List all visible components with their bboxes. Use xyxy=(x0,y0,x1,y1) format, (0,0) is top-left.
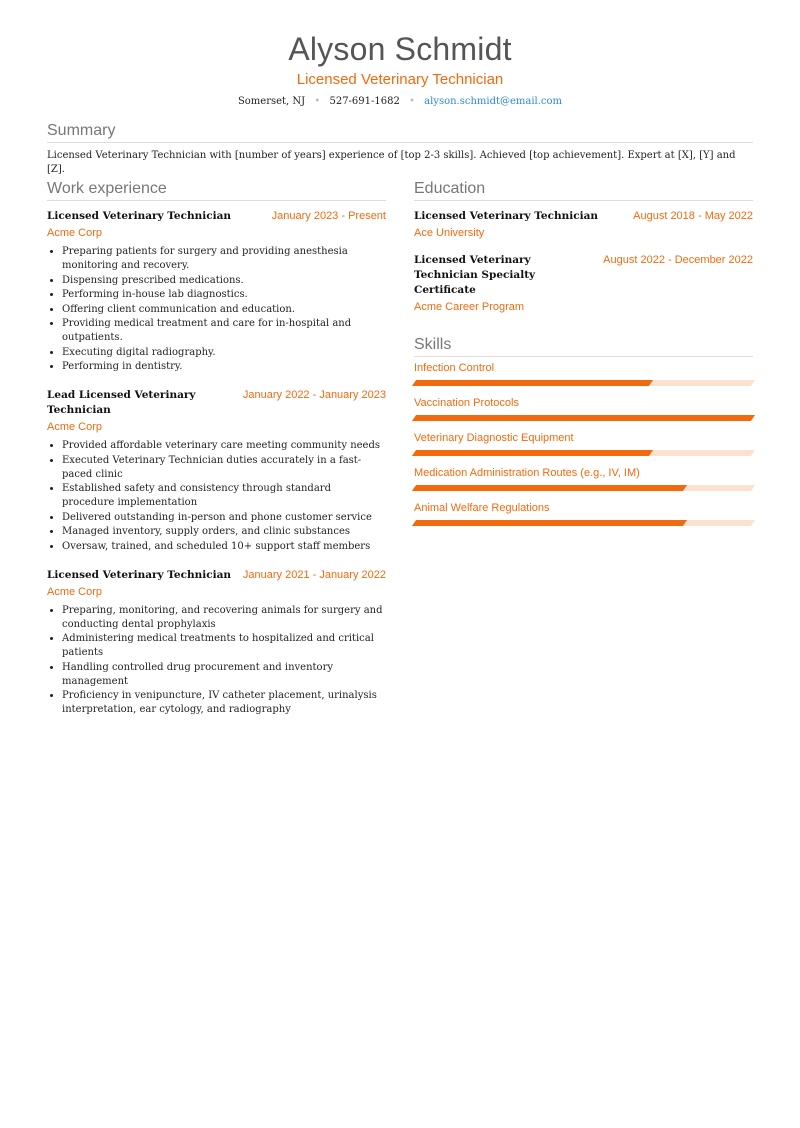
education-section xyxy=(414,179,753,315)
bullet-item: • Handling controlled drug procurement and inventory management xyxy=(62,661,386,689)
right-column xyxy=(414,179,753,534)
experience-entry xyxy=(47,568,386,718)
bullet-item: • Preparing patients for surgery and providing anesthesia monitoring and recovery. xyxy=(62,245,386,273)
candidate-title: Licensed Veterinary Technician xyxy=(296,71,504,88)
summary-text: Licensed Veterinary Technician with [number of years] experience of [top 2-3 skills]. Achieved [top achievement]. Expert at [X], [Y] and [Z]. xyxy=(47,150,736,175)
skill-fill xyxy=(412,450,653,456)
bullet-list xyxy=(47,604,386,718)
entry-role: Licensed Veterinary Technician xyxy=(414,210,599,222)
entry-organization: Acme Corp xyxy=(47,585,103,598)
summary-section xyxy=(47,121,753,177)
bullet-item: • Performing in-house lab diagnostics. xyxy=(62,288,386,302)
entry-dates: August 2018 - May 2022 xyxy=(633,210,753,222)
resume-header xyxy=(0,0,800,110)
candidate-name: Alyson Schmidt xyxy=(288,31,512,67)
education-entry xyxy=(414,209,753,241)
bullet-item: • Proficiency in venipuncture, IV catheter placement, urinalysis interpretation, ear cytology, and radiography xyxy=(62,689,386,717)
contact-line xyxy=(0,94,800,110)
skills-section xyxy=(414,335,753,526)
separator-dot: • xyxy=(409,96,415,107)
entry-dates: January 2023 - Present xyxy=(271,210,386,222)
skill-item xyxy=(414,499,753,526)
skill-level-bar xyxy=(414,380,753,386)
skill-name: Veterinary Diagnostic Equipment xyxy=(414,432,574,444)
bullet-item: • Offering client communication and education. xyxy=(62,303,386,317)
experience-entry xyxy=(47,209,386,374)
entry-organization: Acme Career Program xyxy=(414,301,525,313)
bullet-item: • Performing in dentistry. xyxy=(62,360,386,374)
phone-text: 527-691-1682 xyxy=(329,96,400,107)
location-text: Somerset, NJ xyxy=(237,96,306,107)
summary-heading: Summary xyxy=(47,121,753,143)
skill-name: Medication Administration Routes (e.g., IV, IM) xyxy=(414,467,640,479)
bullet-item: • Oversaw, trained, and scheduled 10+ support staff members xyxy=(62,540,386,554)
bullet-item: • Established safety and consistency through standard procedure implementation xyxy=(62,482,386,510)
bullet-list xyxy=(47,439,386,554)
skill-item xyxy=(414,429,753,456)
skill-fill xyxy=(412,485,687,491)
entry-dates: August 2022 - December 2022 xyxy=(603,254,753,266)
entry-role: Licensed Veterinary Technician Specialty Certificate xyxy=(414,254,536,296)
skill-level-bar xyxy=(414,415,753,421)
entry-organization: Ace University xyxy=(414,227,485,239)
entry-organization: Acme Corp xyxy=(47,227,103,239)
bullet-item: • Delivered outstanding in-person and phone customer service xyxy=(62,511,386,525)
bullet-list xyxy=(47,245,386,374)
skill-level-bar xyxy=(414,485,753,491)
skill-name: Infection Control xyxy=(414,362,495,374)
bullet-item: • Dispensing prescribed medications. xyxy=(62,274,386,288)
bullet-item: • Providing medical treatment and care for in-hospital and outpatients. xyxy=(62,317,386,345)
skill-fill xyxy=(412,520,687,526)
separator-dot: • xyxy=(314,96,321,107)
entry-role: Licensed Veterinary Technician xyxy=(47,210,232,222)
skill-fill xyxy=(412,380,653,386)
education-heading: Education xyxy=(414,179,753,201)
skill-name: Animal Welfare Regulations xyxy=(414,502,550,514)
skill-level-bar xyxy=(414,520,753,526)
bullet-item: • Administering medical treatments to hospitalized and critical patients xyxy=(62,632,386,660)
skill-name: Vaccination Protocols xyxy=(414,397,519,409)
bullet-item: • Preparing, monitoring, and recovering animals for surgery and conducting dental prophylaxis xyxy=(62,604,386,632)
skill-item xyxy=(414,359,753,386)
work-experience-section xyxy=(47,179,386,718)
entry-dates: January 2022 - January 2023 xyxy=(242,389,386,401)
skill-item xyxy=(414,464,753,491)
bullet-item: • Executing digital radiography. xyxy=(62,346,386,360)
entry-organization: Acme Corp xyxy=(47,421,103,433)
entry-role: Licensed Veterinary Technician xyxy=(47,568,232,581)
bullet-item: • Provided affordable veterinary care meeting community needs xyxy=(62,439,386,453)
skill-fill xyxy=(412,415,755,421)
skill-item xyxy=(414,394,753,421)
skills-heading: Skills xyxy=(414,335,753,357)
work-experience-heading: Work experience xyxy=(47,179,386,201)
education-entry xyxy=(414,253,753,315)
email-link[interactable]: alyson.schmidt@email.com xyxy=(424,96,563,107)
entry-role: Lead Licensed Veterinary Technician xyxy=(47,389,196,416)
bullet-item: • Executed Veterinary Technician duties accurately in a fast-paced clinic xyxy=(62,454,386,482)
skill-level-bar xyxy=(414,450,753,456)
entry-dates: January 2021 - January 2022 xyxy=(242,568,386,581)
experience-entry xyxy=(47,388,386,554)
bullet-item: • Managed inventory, supply orders, and clinic substances xyxy=(62,525,386,539)
